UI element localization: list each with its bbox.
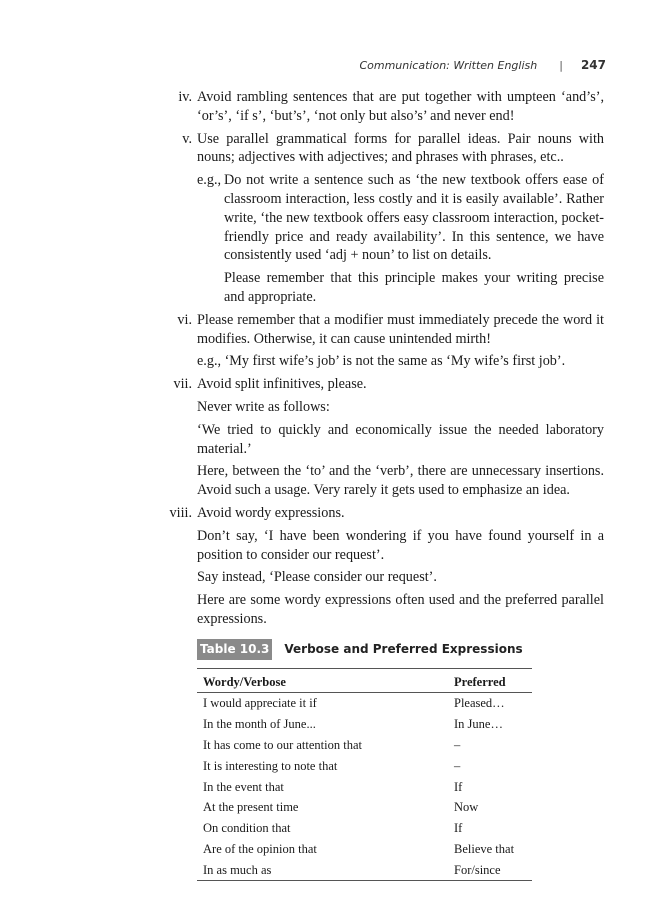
table-cell: Believe that [454, 841, 515, 856]
column-header-wordy: Wordy/Verbose [197, 668, 448, 693]
table-row [197, 777, 532, 798]
item-label: viii. [169, 504, 192, 521]
verbose-preferred-table [197, 668, 532, 882]
table-caption [197, 639, 604, 660]
page-number: 247 [580, 58, 606, 72]
example-label: e.g., [197, 172, 222, 189]
table-row [197, 860, 532, 881]
column-header-preferred: Preferred [448, 668, 532, 693]
table-row [197, 714, 532, 735]
table-cell: – [454, 758, 461, 773]
item-text: Use parallel grammatical forms for parallel ideas. Pair nouns with nouns; adjectives with adjectives; and phrases with phrases, etc.. [197, 130, 604, 166]
example-text: Do not write a sentence such as ‘the new textbook offers ease of classroom interaction, less costly and it is easily available’. Rather write, ‘the new textbook offers easy classroom interaction, pocket-friendly price and ready availability’. In this sentence, we have consistently used ‘adj + noun’ to list on details. [224, 172, 604, 264]
table-cell: Now [454, 800, 479, 815]
table-header-row [197, 668, 532, 693]
table-cell: At the present time [203, 800, 299, 815]
table-cell: It has come to our attention that [203, 737, 362, 752]
table-row [197, 797, 532, 818]
paragraph: Say instead, ‘Please consider our request’. [197, 569, 437, 586]
table-cell: Pleased… [454, 696, 505, 711]
table-cell: – [454, 737, 461, 752]
paragraph: Never write as follows: [197, 398, 330, 415]
list-item-iv [165, 88, 604, 126]
item-label: iv. [178, 89, 192, 105]
header-separator: | [559, 58, 563, 72]
table-number-badge: Table 10.3 [197, 639, 272, 660]
example-block [197, 171, 604, 307]
table-cell: For/since [448, 860, 532, 881]
item-text: Avoid split infinitives, please. [197, 376, 367, 393]
table-row [197, 818, 532, 839]
table-cell: I would appreciate it if [203, 696, 317, 711]
item-text: Avoid rambling sentences that are put together with umpteen ‘and’s’, ‘or’s’, ‘if s’, ‘but’s’, ‘not only but also’s’ and never end! [197, 89, 604, 124]
table-cell: It is interesting to note that [203, 758, 338, 773]
page-body [165, 88, 604, 881]
running-header [359, 58, 606, 72]
list-item-vi [165, 311, 604, 371]
item-text: Avoid wordy expressions. [197, 504, 345, 521]
list-item-vii [165, 375, 604, 500]
table-cell: In as much as [197, 860, 448, 881]
list-item-v [165, 130, 604, 307]
table-title: Verbose and Preferred Expressions [284, 641, 523, 656]
example-note: Please remember that this principle makes your writing precise and appropriate. [224, 270, 604, 305]
table-cell: If [454, 779, 463, 794]
table-cell: On condition that [203, 821, 291, 836]
table-cell: In the event that [203, 779, 284, 794]
paragraph: Here are some wordy expressions often used and the preferred parallel expressions. [197, 592, 604, 627]
paragraph: Don’t say, ‘I have been wondering if you have found yourself in a position to consider our request’. [197, 527, 604, 563]
paragraph: Here, between the ‘to’ and the ‘verb’, there are unnecessary insertions. Avoid such a usage. Very rarely it gets used to emphasize an idea. [197, 463, 604, 499]
table-row [197, 839, 532, 860]
table-row [197, 735, 532, 756]
item-text: Please remember that a modifier must immediately precede the word it modifies. Otherwise, it can cause unintended mirth! [197, 311, 604, 347]
example-text: e.g., ‘My first wife’s job’ is not the same as ‘My wife’s first job’. [197, 353, 566, 370]
item-label: vi. [177, 311, 192, 328]
item-label: v. [182, 130, 192, 147]
table-cell: In the month of June... [203, 717, 316, 732]
paragraph: ‘We tried to quickly and economically issue the needed laboratory material.’ [197, 421, 604, 457]
table-cell: In June… [454, 717, 503, 732]
running-title: Communication: Written English [359, 58, 538, 72]
table-cell: If [454, 821, 463, 836]
list-item-viii [165, 504, 604, 629]
table-row [197, 756, 532, 777]
item-label: vii. [173, 376, 192, 393]
table-cell: Are of the opinion that [203, 841, 317, 856]
table-row [197, 693, 532, 714]
